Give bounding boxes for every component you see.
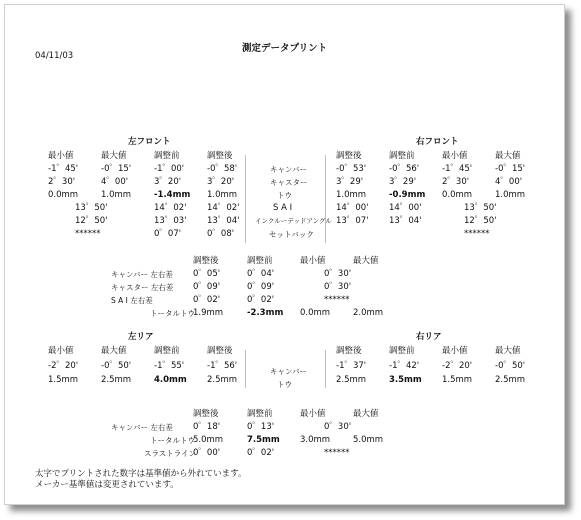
lf-toe-min: 0.0mm xyxy=(48,190,79,200)
rf-toe-after: 1.0mm xyxy=(336,190,367,200)
rd-header-max: 最大値 xyxy=(353,409,379,419)
fd-sai-before: 0゜02' xyxy=(247,295,275,305)
rd-camber-range: 0゜30' xyxy=(324,422,352,432)
label-setback: セットバック xyxy=(269,230,314,239)
front-right-divider xyxy=(325,155,326,243)
lf-caster-after: 3゜20' xyxy=(207,177,235,187)
rf-camber-max: -0゜15' xyxy=(495,164,526,174)
rf-incl-before: 13゜04' xyxy=(389,216,422,226)
lr-toe-max: 2.5mm xyxy=(101,375,132,385)
fd-caster-range: 0゜30' xyxy=(324,282,352,292)
rr-header-min: 最小値 xyxy=(442,346,468,356)
fd-header-max: 最大値 xyxy=(353,256,379,266)
rr-header-max: 最大値 xyxy=(495,346,521,356)
rd-thrust-range: ****** xyxy=(324,448,350,458)
rf-header-max: 最大値 xyxy=(495,151,521,161)
fd-caster-label: キャスター 左右差 xyxy=(111,283,174,292)
label-included-angle: インクルーデッドアングル xyxy=(255,217,332,225)
rf-caster-before: 3゜29' xyxy=(389,177,417,187)
lf-setback-after: 0゜08' xyxy=(207,229,235,239)
footer-note-standard: メーカー基準値は変更されています。 xyxy=(35,480,179,490)
rd-header-min: 最小値 xyxy=(300,409,326,419)
lr-camber-before: -1゜55' xyxy=(154,361,185,371)
rd-totaltoe-label: トータルトウ xyxy=(150,436,195,445)
rd-header-before: 調整前 xyxy=(247,409,273,419)
rd-thrust-before: 0゜02' xyxy=(247,448,275,458)
right-rear-title: 右リア xyxy=(416,332,442,342)
fd-sai-range: ****** xyxy=(324,295,350,305)
rf-sai-before: 14゜00' xyxy=(389,203,422,213)
lr-toe-after: 2.5mm xyxy=(207,375,238,385)
lf-toe-max: 1.0mm xyxy=(101,190,132,200)
rr-camber-min: -2゜20' xyxy=(442,361,473,371)
rd-camber-label: キャンバー 左右差 xyxy=(111,423,173,432)
right-front-title: 右フロント xyxy=(416,137,459,147)
lr-camber-after: -1゜56' xyxy=(207,361,238,371)
fd-camber-range: 0゜30' xyxy=(324,269,352,279)
lr-header-before: 調整前 xyxy=(154,346,180,356)
lr-toe-min: 1.5mm xyxy=(48,375,79,385)
rf-sai-range: 13゜50' xyxy=(464,203,497,213)
lf-incl-range: 12゜50' xyxy=(75,216,108,226)
rf-camber-min: -1゜45' xyxy=(442,164,473,174)
print-date: 04/11/03 xyxy=(35,51,74,61)
fd-sai-label: S A I 左右差 xyxy=(111,296,153,305)
rd-header-after: 調整後 xyxy=(193,409,219,419)
fd-totaltoe-label: トータルトウ xyxy=(150,309,195,318)
lf-header-max: 最大値 xyxy=(101,151,127,161)
rr-toe-min: 1.5mm xyxy=(442,375,473,385)
rr-camber-before: -1゜42' xyxy=(389,361,420,371)
fd-totaltoe-after: 1.9mm xyxy=(193,308,224,318)
rd-thrust-after: 0゜00' xyxy=(193,448,221,458)
fd-camber-after: 0゜05' xyxy=(193,269,221,279)
lf-incl-after: 13゜04' xyxy=(207,216,240,226)
fd-camber-label: キャンバー 左右差 xyxy=(111,270,173,279)
lf-toe-before: -1.4mm xyxy=(154,190,191,200)
label-toe: トウ xyxy=(277,191,292,200)
lf-caster-before: 3゜20' xyxy=(154,177,182,187)
rd-camber-before: 0゜13' xyxy=(247,422,275,432)
rd-totaltoe-min: 3.0mm xyxy=(300,435,331,445)
rd-totaltoe-after: 5.0mm xyxy=(193,435,224,445)
rear-right-divider xyxy=(325,350,326,388)
lr-camber-max: -0゜50' xyxy=(101,361,132,371)
lf-header-after: 調整後 xyxy=(207,151,233,161)
label-camber: キャンバー xyxy=(270,165,307,174)
lf-camber-after: -0゜58' xyxy=(207,164,238,174)
lr-header-min: 最小値 xyxy=(48,346,74,356)
rf-header-after: 調整後 xyxy=(336,151,362,161)
fd-header-before: 調整前 xyxy=(247,256,273,266)
fd-sai-after: 0゜02' xyxy=(193,295,221,305)
lf-header-before: 調整前 xyxy=(154,151,180,161)
front-left-divider xyxy=(245,155,246,243)
rr-toe-before: 3.5mm xyxy=(389,375,422,385)
lf-setback-before: 0゜07' xyxy=(154,229,182,239)
label-sai: S A I xyxy=(273,203,293,213)
rf-toe-before: -0.9mm xyxy=(389,190,426,200)
left-front-title: 左フロント xyxy=(128,137,171,147)
rf-caster-after: 3゜29' xyxy=(336,177,364,187)
rear-label-camber: キャンバー xyxy=(270,367,307,376)
rf-toe-min: 0.0mm xyxy=(442,190,473,200)
rf-caster-min: 2゜30' xyxy=(442,177,470,187)
lr-header-max: 最大値 xyxy=(101,346,127,356)
fd-header-after: 調整後 xyxy=(193,256,219,266)
lf-sai-after: 14゜02' xyxy=(207,203,240,213)
rr-camber-after: -1゜37' xyxy=(336,361,367,371)
rf-caster-max: 4゜00' xyxy=(495,177,523,187)
rr-header-after: 調整後 xyxy=(336,346,362,356)
lf-header-min: 最小値 xyxy=(48,151,74,161)
rf-toe-max: 1.0mm xyxy=(495,190,526,200)
rr-toe-after: 2.5mm xyxy=(336,375,367,385)
lr-header-after: 調整後 xyxy=(207,346,233,356)
fd-caster-before: 0゜09' xyxy=(247,282,275,292)
rd-totaltoe-before: 7.5mm xyxy=(247,435,280,445)
rf-sai-after: 14゜00' xyxy=(336,203,369,213)
rf-incl-range: 12゜50' xyxy=(464,216,497,226)
fd-camber-before: 0゜04' xyxy=(247,269,275,279)
fd-caster-after: 0゜09' xyxy=(193,282,221,292)
rr-header-before: 調整前 xyxy=(389,346,415,356)
lf-setback-range: ****** xyxy=(75,229,101,239)
lf-toe-after: 1.0mm xyxy=(207,190,238,200)
rd-totaltoe-max: 5.0mm xyxy=(353,435,384,445)
rr-toe-max: 2.5mm xyxy=(495,375,526,385)
fd-header-min: 最小値 xyxy=(300,256,326,266)
rf-header-before: 調整前 xyxy=(389,151,415,161)
lf-caster-max: 4゜00' xyxy=(101,177,129,187)
rd-thrust-label: スラストライン xyxy=(144,449,197,458)
rf-incl-after: 13゜07' xyxy=(336,216,369,226)
lf-caster-min: 2゜30' xyxy=(48,177,76,187)
rear-label-toe: トウ xyxy=(277,380,292,389)
rear-left-divider xyxy=(245,350,246,388)
lf-sai-before: 14゜02' xyxy=(154,203,187,213)
rf-setback-range: ****** xyxy=(464,229,490,239)
rf-camber-before: -0゜56' xyxy=(389,164,420,174)
lf-camber-before: -1゜00' xyxy=(154,164,185,174)
lr-toe-before: 4.0mm xyxy=(154,375,187,385)
lf-camber-max: -0゜15' xyxy=(101,164,132,174)
print-page xyxy=(4,4,565,505)
fd-totaltoe-min: 0.0mm xyxy=(300,308,331,318)
fd-totaltoe-before: -2.3mm xyxy=(247,308,284,318)
footer-note-bold: 太字でプリントされた数字は基準値から外れています。 xyxy=(35,469,247,479)
rd-camber-after: 0゜18' xyxy=(193,422,221,432)
rf-header-min: 最小値 xyxy=(442,151,468,161)
lf-sai-range: 13゜50' xyxy=(75,203,108,213)
rr-camber-max: -0゜50' xyxy=(495,361,526,371)
rf-camber-after: -0゜53' xyxy=(336,164,367,174)
fd-totaltoe-max: 2.0mm xyxy=(353,308,384,318)
lr-camber-min: -2゜20' xyxy=(48,361,79,371)
left-rear-title: 左リア xyxy=(128,332,154,342)
label-caster: キャスター xyxy=(270,178,308,187)
page-title: 測定データプリント xyxy=(242,43,328,54)
lf-camber-min: -1゜45' xyxy=(48,164,79,174)
lf-incl-before: 13゜03' xyxy=(154,216,187,226)
